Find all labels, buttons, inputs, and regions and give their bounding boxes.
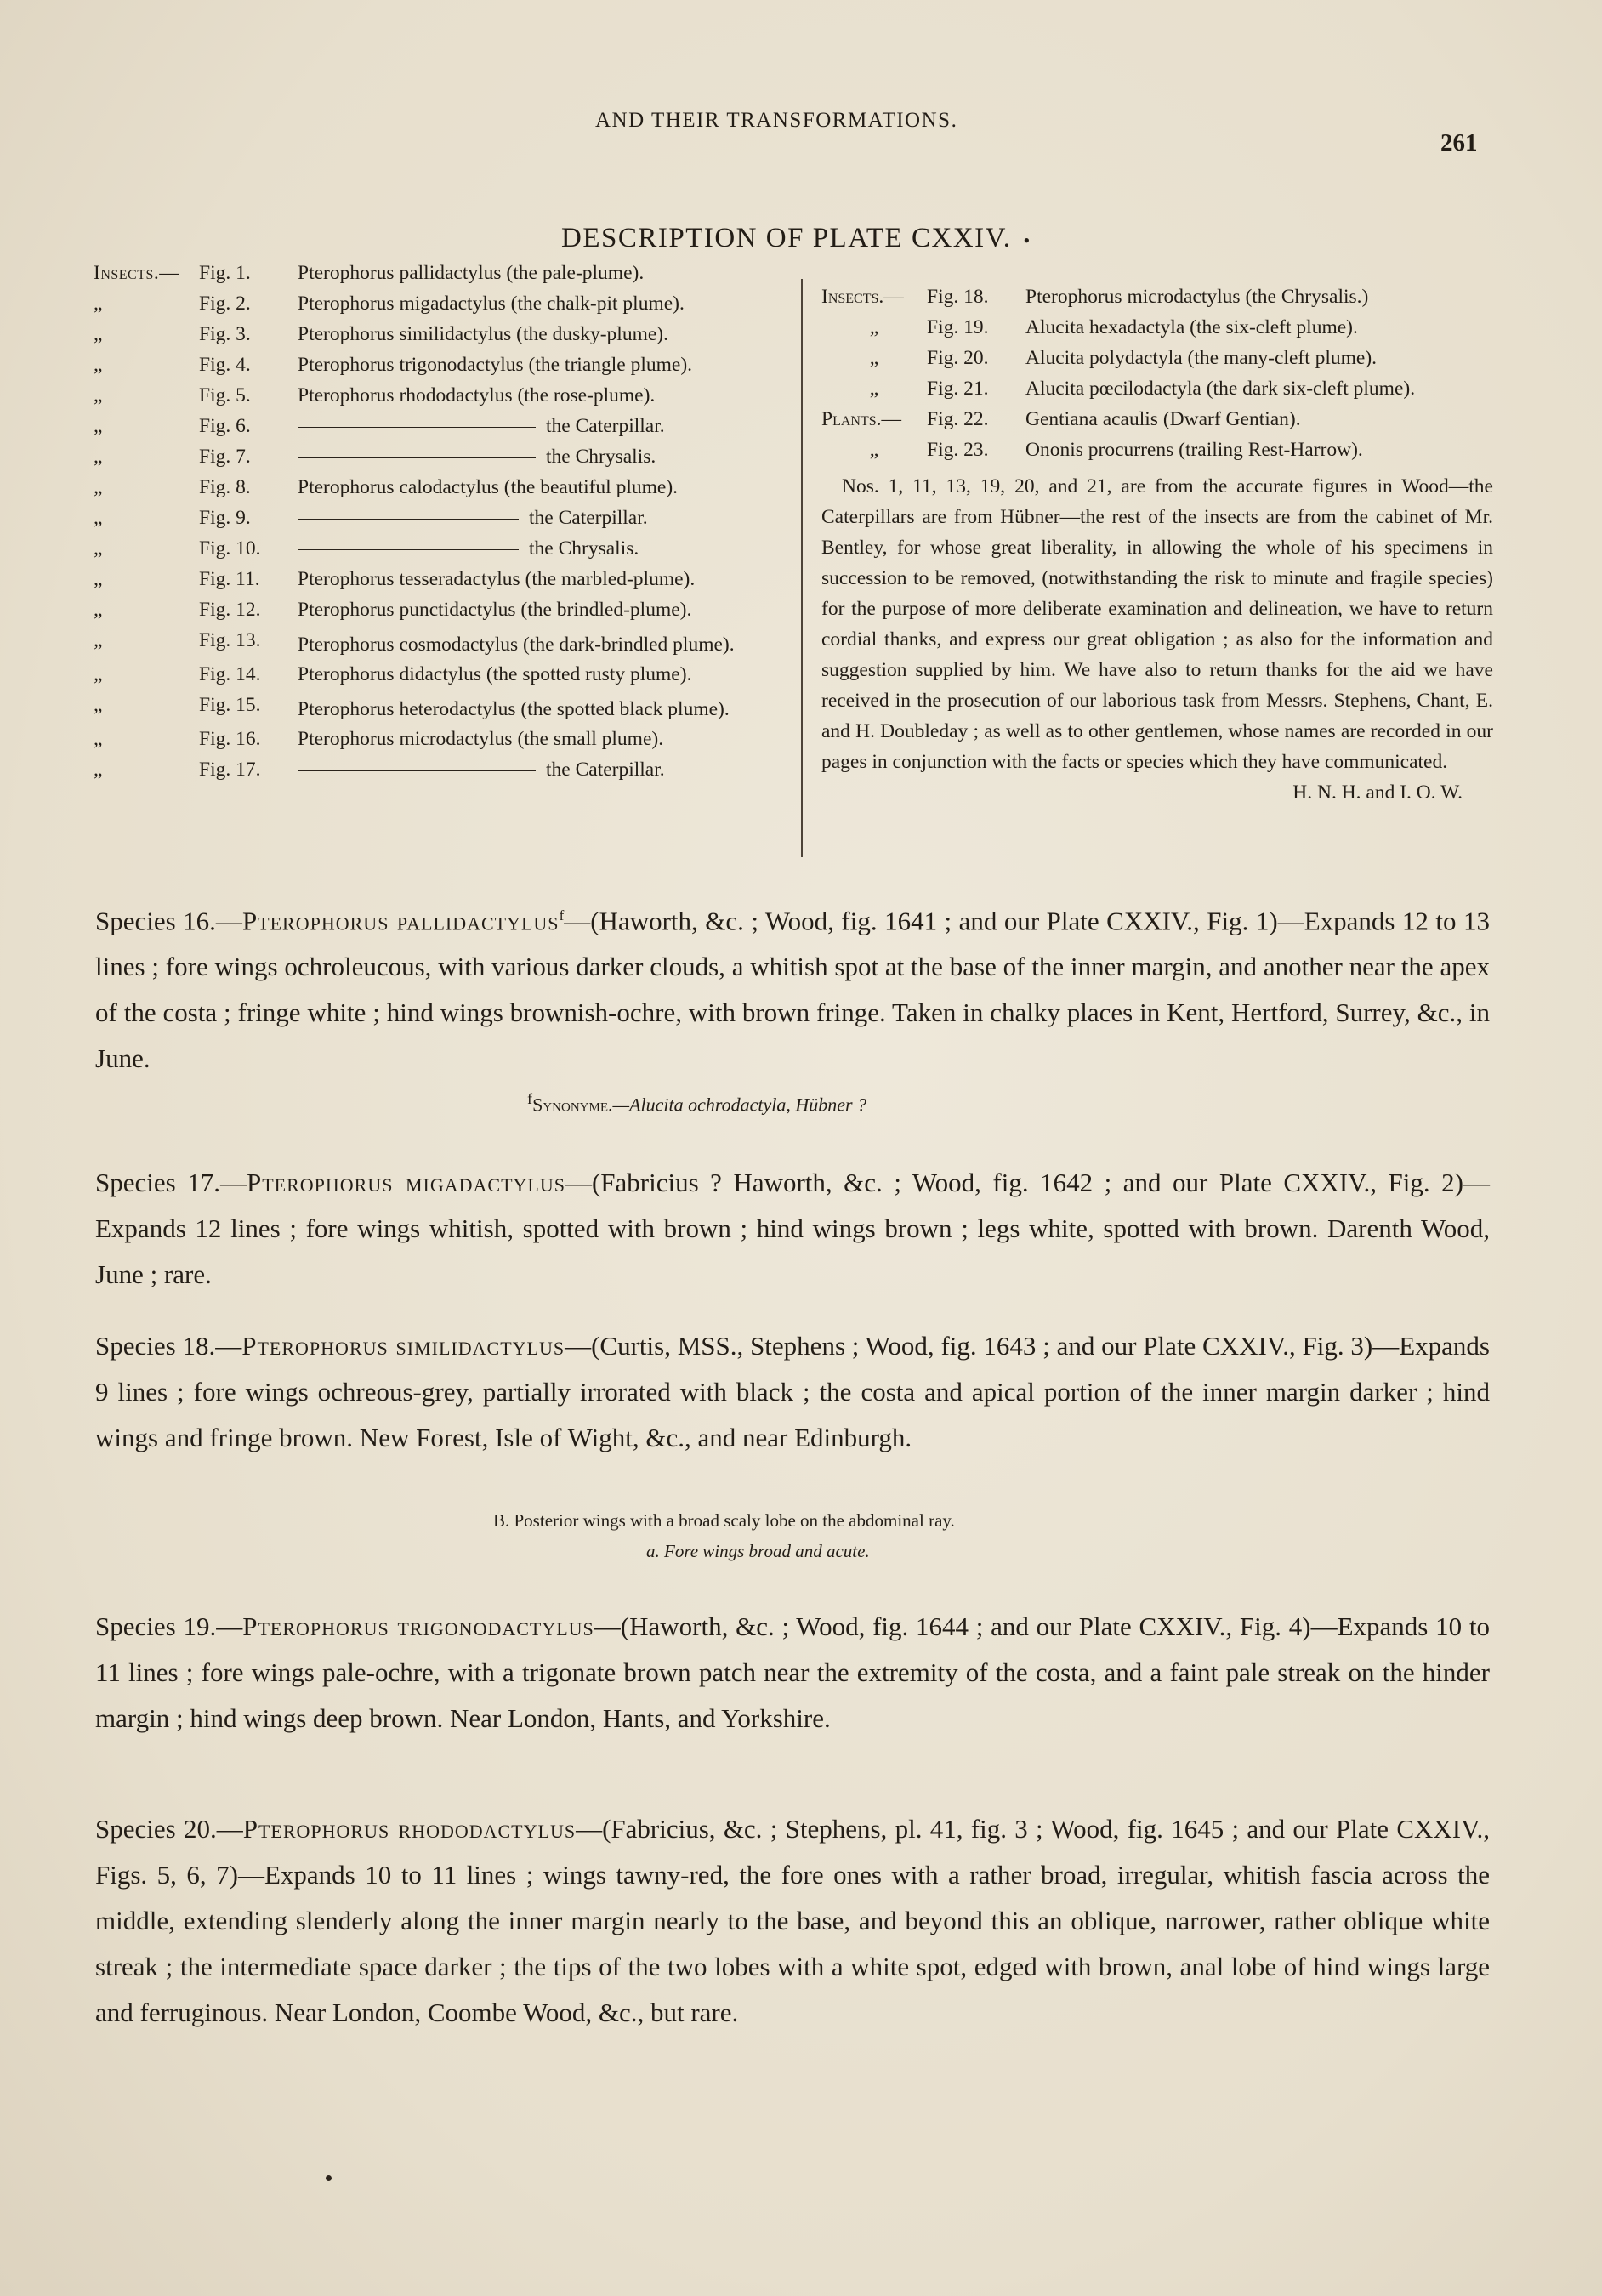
species-label: Species 20.—	[95, 1814, 243, 1844]
fig-lead: Plants.—	[821, 408, 901, 430]
fig-text: Pterophorus heterodactylus (the spotted black plume).	[298, 698, 730, 720]
fig-lead: „	[94, 507, 103, 529]
species-body: —(Haworth, &c. ; Wood, fig. 1644 ; and our Plate CXXIV., Fig. 4)—Expands 10 to 11 lines ; fore wings pale-ochre, with a trigonate brown patch near the extremity of the costa, and a faint pale streak on the hinder margin ; hind wings deep brown. Near London, Hants, and Yorkshire.	[95, 1611, 1490, 1733]
fig-lead: „	[94, 354, 103, 376]
fig-text: Alucita pœcilodactyla (the dark six-cleft plume).	[1025, 378, 1416, 400]
footnote	[527, 1090, 866, 1116]
fig-number: Fig. 21.	[927, 378, 989, 400]
fig-text: the Chrysalis.	[529, 537, 639, 560]
fig-entry	[94, 415, 791, 446]
species-16	[95, 893, 1490, 1082]
key-a: a. Fore wings broad and acute.	[646, 1541, 870, 1561]
fig-text: Alucita hexadactyla (the six-cleft plume).	[1025, 316, 1358, 338]
fig-text: the Caterpillar.	[546, 759, 665, 781]
fig-entry	[94, 476, 791, 507]
fig-text: the Chrysalis.	[546, 446, 656, 468]
species-name: Pterophorus rhododactylus	[242, 1814, 577, 1844]
species-name: Pterophorus trigonodactylus	[242, 1611, 594, 1641]
fig-number: Fig. 10.	[199, 537, 261, 560]
fig-number: Fig. 20.	[927, 347, 989, 369]
fig-text: Pterophorus microdactylus (the Chrysalis.)	[1025, 286, 1369, 308]
species-20	[95, 1806, 1490, 2036]
fig-entry	[94, 446, 791, 476]
fig-number: Fig. 13.	[199, 629, 261, 651]
fig-lead: „	[94, 629, 103, 651]
species-name: Pterophorus similidactylus	[241, 1331, 565, 1361]
fig-number: Fig. 11.	[199, 568, 260, 590]
fig-entry	[94, 568, 791, 599]
fig-number: Fig. 22.	[927, 408, 989, 430]
fig-text: Pterophorus cosmodactylus (the dark-brindled plume).	[298, 634, 735, 656]
fig-number: Fig. 1.	[199, 262, 251, 284]
fig-number: Fig. 18.	[927, 286, 989, 308]
fig-entry	[94, 384, 791, 415]
fig-entry	[821, 286, 1493, 316]
species-body: —(Haworth, &c. ; Wood, fig. 1641 ; and our Plate CXXIV., Fig. 1)—Expands 12 to 13 lines ; fore wings ochroleucous, with various darker clouds, a whitish spot at the base of the inner margin, and another near the apex of the costa ; fringe white ; hind wings brownish-ochre, with brown fringe. Taken in chalky places in Kent, Hertford, Surrey, &c., in June.	[95, 906, 1491, 1074]
fig-text: Pterophorus microdactylus (the small plume).	[298, 728, 664, 750]
species-17	[95, 1160, 1490, 1298]
fig-entry	[821, 347, 1493, 378]
fig-text: Pterophorus tesseradactylus (the marbled-plume).	[298, 568, 696, 590]
fig-entry	[94, 629, 791, 660]
fig-number: Fig. 16.	[199, 728, 261, 750]
fig-lead: „	[94, 446, 103, 468]
fig-text: Pterophorus calodactylus (the beautiful plume).	[298, 476, 679, 498]
fig-text: the Caterpillar.	[546, 415, 665, 437]
footnote-ref: f	[559, 907, 565, 924]
fig-text: Pterophorus trigonodactylus (the triangle plume).	[298, 354, 693, 376]
species-name: Pterophorus migadactylus	[246, 1168, 565, 1197]
species-body: —(Fabricius, &c. ; Stephens, pl. 41, fig. 3 ; Wood, fig. 1645 ; and our Plate CXXIV., Figs. 5, 6, 7)—Expands 10 to 11 lines ; wings tawny-red, the fore ones with a rather broad, irregular, whitish fascia across the middle, extending slenderly along the inner margin nearly to the base, and beyond this an oblique, narrower, rather oblique white streak ; the intermediate space darker ; the tips of the two lobes with a white spot, edged with brown, anal lobe of hind wings large and ferruginous. Near London, Coombe Wood, &c., but rare.	[95, 1814, 1490, 2027]
species-name: Pterophorus pallidactylus	[241, 906, 560, 936]
ditto-rule	[298, 519, 519, 520]
fig-number: Fig. 8.	[199, 476, 251, 498]
ditto-rule	[298, 427, 536, 428]
fig-entry	[94, 354, 791, 384]
fig-number: Fig. 9.	[199, 507, 251, 529]
fig-entry	[94, 663, 791, 694]
fig-entry	[94, 323, 791, 354]
fig-lead: „	[94, 537, 103, 560]
fig-number: Fig. 17.	[199, 759, 261, 781]
fig-lead: Insects.—	[94, 262, 180, 284]
fig-entry	[94, 728, 791, 759]
running-head: AND THEIR TRANSFORMATIONS.	[595, 109, 958, 132]
fig-lead: „	[869, 439, 879, 461]
fig-text: the Caterpillar.	[529, 507, 648, 529]
species-body: —(Fabricius ? Haworth, &c. ; Wood, fig. 1642 ; and our Plate CXXIV., Fig. 2)—Expands 12 lines ; fore wings whitish, spotted with brown ; hind wings brown ; legs white, spotted with brown. Darenth Wood, June ; rare.	[95, 1168, 1490, 1289]
fig-number: Fig. 3.	[199, 323, 251, 345]
fig-text: Pterophorus pallidactylus (the pale-plume).	[298, 262, 645, 284]
fig-lead: „	[94, 323, 103, 345]
footnote-mark: f	[527, 1090, 533, 1107]
fig-number: Fig. 2.	[199, 293, 251, 315]
fig-text: Pterophorus punctidactylus (the brindled-plume).	[298, 599, 692, 621]
fig-entry	[94, 262, 791, 293]
species-label: Species 18.—	[95, 1331, 242, 1361]
ditto-rule	[298, 549, 519, 550]
fig-entry	[94, 694, 791, 725]
fig-lead: „	[94, 568, 103, 590]
fig-lead: „	[94, 663, 103, 685]
fig-lead: „	[94, 694, 103, 716]
fig-text: Ononis procurrens (trailing Rest-Harrow).	[1025, 439, 1363, 461]
fig-entry	[821, 378, 1493, 408]
plate-figures-left	[94, 262, 791, 789]
plate-figures-right	[821, 286, 1493, 808]
fig-entry	[94, 293, 791, 323]
plate-note: Nos. 1, 11, 13, 19, 20, and 21, are from the accurate figures in Wood—the Caterpillars are from Hübner—the rest of the insects are from the cabinet of Mr. Bentley, for whose great liberality, in allowing the whole of his specimens in succession to be removed, (notwithstanding the risk to minute and fragile species) for the purpose of more deliberate examination and delineation, we have to return cordial thanks, and express our great obligation ; as also for the information and suggestion supplied by him. We have also to return thanks for the aid we have received in the prosecution of our laborious task from Messrs. Stephens, Chant, E. and H. Doubleday ; as well as to other gentlemen, whose names are recorded in our pages in conjunction with the facts or species which they have communicated.	[821, 475, 1493, 773]
fig-lead: „	[869, 378, 879, 400]
fig-number: Fig. 14.	[199, 663, 261, 685]
fig-number: Fig. 7.	[199, 446, 251, 468]
fig-lead: „	[94, 293, 103, 315]
fig-lead: „	[94, 759, 103, 781]
fig-number: Fig. 5.	[199, 384, 251, 406]
key-b: B. Posterior wings with a broad scaly lobe on the abdominal ray.	[493, 1510, 955, 1531]
ditto-rule	[298, 770, 536, 771]
fig-entry	[821, 408, 1493, 439]
fig-entry	[821, 439, 1493, 469]
page-number: 261	[1440, 129, 1478, 156]
fig-lead: „	[94, 476, 103, 498]
fig-number: Fig. 4.	[199, 354, 251, 376]
fig-lead: „	[94, 599, 103, 621]
fig-lead: „	[94, 384, 103, 406]
printer-mark	[326, 2175, 332, 2181]
fig-number: Fig. 15.	[199, 694, 261, 716]
plate-title	[561, 223, 1031, 254]
fig-text: Pterophorus migadactylus (the chalk-pit plume).	[298, 293, 685, 315]
footnote-text: —Alucita ochrodactyla, Hübner ?	[612, 1094, 867, 1116]
species-label: Species 16.—	[95, 906, 242, 936]
fig-text: Gentiana acaulis (Dwarf Gentian).	[1025, 408, 1301, 430]
fig-entry	[94, 599, 791, 629]
fig-text: Pterophorus didactylus (the spotted rusty plume).	[298, 663, 692, 685]
fig-lead: „	[869, 347, 879, 369]
fig-number: Fig. 6.	[199, 415, 251, 437]
signature: H. N. H. and I. O. W.	[1292, 781, 1463, 804]
fig-number: Fig. 23.	[927, 439, 989, 461]
fig-entry	[821, 316, 1493, 347]
species-label: Species 19.—	[95, 1611, 243, 1641]
fig-lead: „	[869, 316, 879, 338]
species-label: Species 17.—	[95, 1168, 247, 1197]
species-18	[95, 1323, 1490, 1461]
fig-text: Pterophorus rhododactylus (the rose-plume).	[298, 384, 656, 406]
fig-entry	[94, 537, 791, 568]
footnote-label: Synonyme.	[532, 1094, 613, 1116]
fig-lead: Insects.—	[821, 286, 904, 308]
species-body: —(Curtis, MSS., Stephens ; Wood, fig. 1643 ; and our Plate CXXIV., Fig. 3)—Expands 9 lines ; fore wings ochreous-grey, partially irrorated with black ; the costa and apical portion of the inner margin darker ; hind wings and fringe brown. New Forest, Isle of Wight, &c., and near Edinburgh.	[95, 1331, 1490, 1452]
fig-entry	[94, 759, 791, 789]
fig-text: Pterophorus similidactylus (the dusky-plume).	[298, 323, 669, 345]
column-divider	[801, 279, 803, 857]
fig-number: Fig. 19.	[927, 316, 989, 338]
fig-entry	[94, 507, 791, 537]
fig-number: Fig. 12.	[199, 599, 261, 621]
species-19	[95, 1604, 1490, 1742]
fig-lead: „	[94, 415, 103, 437]
plate-title-mark: •	[1023, 230, 1031, 251]
fig-text: Alucita polydactyla (the many-cleft plume).	[1025, 347, 1378, 369]
ditto-rule	[298, 457, 536, 458]
plate-title-text: DESCRIPTION OF PLATE CXXIV.	[561, 223, 1012, 253]
fig-lead: „	[94, 728, 103, 750]
